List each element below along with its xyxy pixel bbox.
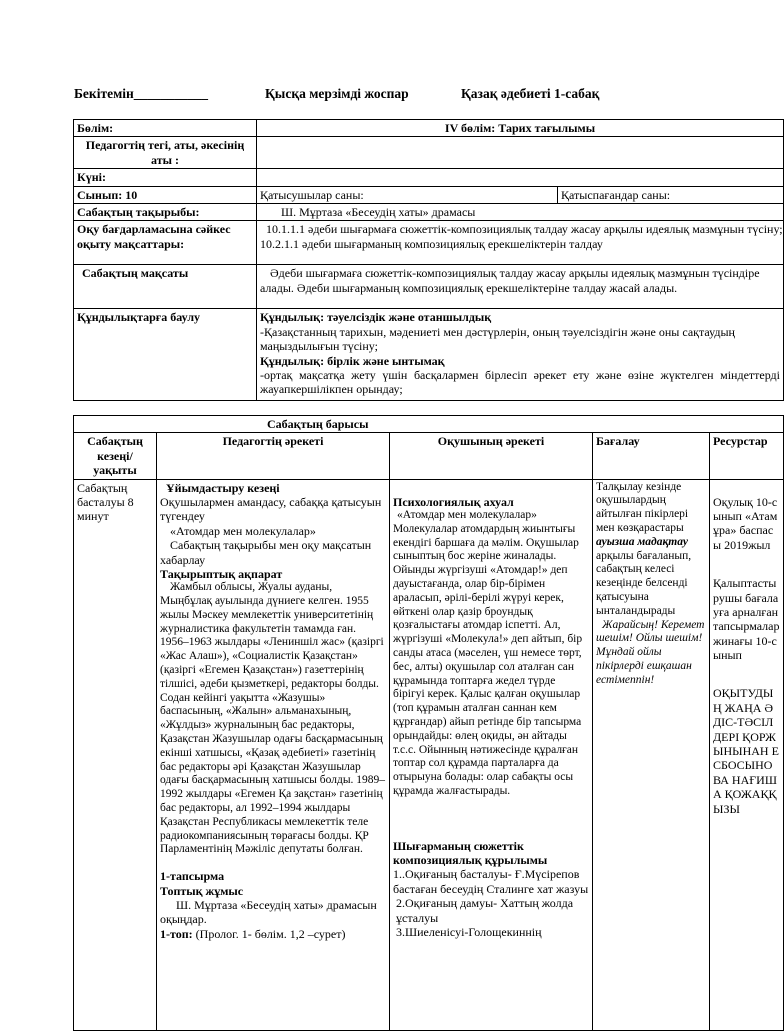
teacher-action-cell: [157, 479, 390, 1030]
org-text-1: Оқушылармен амандасу, сабаққа қатысуын түгендеу: [160, 494, 382, 524]
plot-3: 3.Шиеленісуі-Голощекиннің: [396, 925, 542, 940]
value-1-title: Құндылық: тәуелсіздік және отаншылдық: [260, 310, 492, 325]
student-action-cell: [390, 479, 593, 1030]
lesson-progress-table: [73, 415, 784, 1031]
section-value: IV бөлім: Тарих тағылымы: [257, 120, 784, 137]
group-text: (Пролог. 1- бөлім. 1,2 –сурет): [195, 926, 346, 941]
resources-cell: [710, 479, 784, 1030]
col-assess: Бағалау: [593, 433, 710, 479]
resource-1: Оқулық 10-сынып «Атамұра» баспасы 2019жыл: [713, 494, 778, 552]
value-1-text: -Қазақстанның тарихын, мәдениеті мен дәстүрлерін, оның тәуелсіздігін және оны сақтаудың маңыздылығын түсіну;: [260, 324, 735, 354]
value-2-text: -ортақ мақсатқа жету үшін басқалармен бірлесіп әрекет ету және өзіне жүктелген міндеттерді жауапкершілікпен орындау;: [260, 367, 780, 397]
task-title: 1-тапсырма: [160, 869, 225, 884]
plan-title: Қысқа мерзімді жоспар: [265, 86, 409, 101]
goals-value: [257, 221, 784, 265]
col-student: Оқушының әрекеті: [390, 433, 593, 479]
plot-2: 2.Оқиғаның дамуы- Хаттың жолда ұсталуы: [396, 896, 574, 925]
task-sub: Топтық жұмыс: [160, 883, 244, 898]
date-label: Күні:: [74, 169, 257, 186]
assess-praise: Жарайсың! Керемет шешім! Ойлы шешім! Мұндай ойлы пікірлерді ешқашан естімеппін!: [596, 618, 705, 686]
psy-title: Психологиялық ахуал: [393, 494, 514, 509]
teacher-label: Педагогтің тегі, аты, әкесінің аты :: [74, 137, 257, 169]
assess-method: ауызша мадақтау: [596, 535, 688, 548]
col-teacher: Педагогтің әрекеті: [157, 433, 390, 479]
stage-cell: [74, 479, 157, 1030]
group-label: 1-топ:: [160, 926, 193, 941]
value-2-title: Құндылық: бірлік және ынтымақ: [260, 353, 445, 368]
info-text: Жамбыл облысы, Жуалы ауданы, Мыңбұлақ ауылында дүниеге келген. 1955 жылы Мәскеу мемлекеттік университетінің журналистика факультетін тамамда ған. 1956–1963 жылдары «Лениншіл жас» (қазіргі «Жас Алаш»), «Социалистік Қазақстан» (қазіргі «Егемен Қазақстан») газеттерінің тілшісі, әдеби қызметкері, редакторы болды. Содан кейінгі уақытта «Жазушы» баспасының, «Жалын» альманахының, «Жұлдыз» журналының бас редакторы, Қазақстан Жазушылар одағы басқармасының екінші хатшысы, «Қазақ әдебиеті» газетінің бас редакторы әрі Қазақстан Жазушылар одағы басқармасының хатшысы болды. 1989–1992 жылдары «Егемен Қа зақстан» газетінің бас редакторы, ал 1992–1994 жылдары Қазақстан Республикасы мемлекеттік теле радиокомпаниясының төрағасы болды. ҚР Парламентінің Мәжіліс депутаты болған.: [160, 581, 386, 856]
task-text: Ш. Мұртаза «Бесеудің хаты» драмасын оқыңдар.: [160, 898, 377, 927]
group-line: [160, 927, 386, 941]
assess-text-2: арқылы бағаланып, сабақтың келесі кезеңінде белсенді қатысуына ынталандырады: [596, 549, 692, 617]
goal-item: 10.2.1.1 әдеби шығарманың композициялық ерекшеліктерін талдау: [260, 236, 603, 251]
resource-2: Қалыптастырушы бағалауға арналған тапсырмалар жинағы 10-сынып: [713, 576, 780, 663]
resource-3: ОҚЫТУДЫҢ ЖАҢА ӘДІС-ТӘСІЛДЕРІ ҚОРЖЫНЫНАН ЕСБОСЫНОВА НАҒИША ҚОЖАҚҚЫЗЫ: [713, 686, 779, 816]
values-value: [257, 309, 784, 401]
teacher-value: [257, 137, 784, 169]
date-value: [257, 169, 784, 186]
lesson-info-table: [73, 119, 784, 401]
assess-cell: [593, 479, 710, 1030]
topic-value: Ш. Мұртаза «Бесеудің хаты» драмасы: [257, 203, 784, 220]
present-count: Қатысушылар саны:: [257, 186, 558, 203]
stage-text: Сабақтың басталуы 8 минут: [77, 480, 134, 524]
subject-title: Қазақ әдебиеті 1-сабақ: [461, 86, 600, 101]
org-text-2: «Атомдар мен молекулалар»: [170, 523, 316, 538]
org-title: Ұйымдастыру кезеңі: [166, 480, 280, 495]
class-label: Сынып: 10: [74, 186, 257, 203]
col-resources: Ресурстар: [710, 433, 784, 479]
values-label: Құндылықтарға баулу: [74, 309, 257, 401]
aim-value: Әдеби шығармаға сюжеттік-композициялық талдау жасау арқылы идеялық мазмұнын түсіндіре алады. Әдеби шығарманың композициялық ерекшеліктеріне талдау жасай алады.: [257, 265, 784, 309]
plot-title: Шығарманың сюжеттік композициялық құрылымы: [393, 838, 548, 868]
goal-item: 10.1.1.1 әдеби шығармаға сюжеттік-композициялық талдау жасау арқылы идеялық мазмұнын түсіну;: [266, 222, 783, 237]
approve-line: Бекітемін___________: [74, 86, 209, 101]
progress-title: Сабақтың барысы: [74, 416, 784, 433]
psy-text: «Атомдар мен молекулалар» Молекулалар атомдардың жиынтығы екендігі баршаға да мәлім. Оқушылар сыныптың бос жеріне жиналады. Ойынды жүргізуші «Атомдар!» деп дауыстағанда, олар бір-бірімен араласып, әрілі-берілі жүруі керек, өйткені олар қазір броундық қозғалыстағы атомдар іспетті. Ал, жүргізуші «Молекула!» деп айтып, бір санды атаса (мәселен, үш немесе төрт, бес, алты) оқушылар сол аталған сан құрамында топтарға жедел түрде бірігуі керек. Қалыс қалған оқушылар (топ құрамын аталған саннан кем құрғандар) айып ретінде бір тапсырма орындайды: өлең оқиды, ән айтады т.с.с. Ойынның нәтижесінде құралған топтар сол құрамда парталарға да отырыуна болады: олар сабақты осы құрамда жалғастырады.: [393, 508, 583, 797]
info-title: Тақырыптық ақпарат: [160, 566, 283, 581]
goals-label: Оқу бағдарламасына сәйкес оқыту мақсаттары:: [74, 221, 257, 265]
topic-label: Сабақтың тақырыбы:: [74, 203, 257, 220]
assess-text: Талқылау кезінде оқушылардың айтылған пікірлері мен көзқарастары: [596, 480, 689, 534]
section-label: Бөлім:: [74, 120, 257, 137]
plot-1: 1..Оқиғаның басталуы- Ғ.Мүсірепов бастаған бесеудің Сталинге хат жазуы: [393, 867, 589, 896]
aim-label: Сабақтың мақсаты: [74, 265, 257, 309]
absent-count: Қатыспағандар саны:: [558, 186, 784, 203]
col-stage: Сабақтың кезеңі/ уақыты: [74, 433, 157, 479]
org-text-3: Сабақтың тақырыбы мен оқу мақсатын хабарлау: [160, 538, 372, 567]
